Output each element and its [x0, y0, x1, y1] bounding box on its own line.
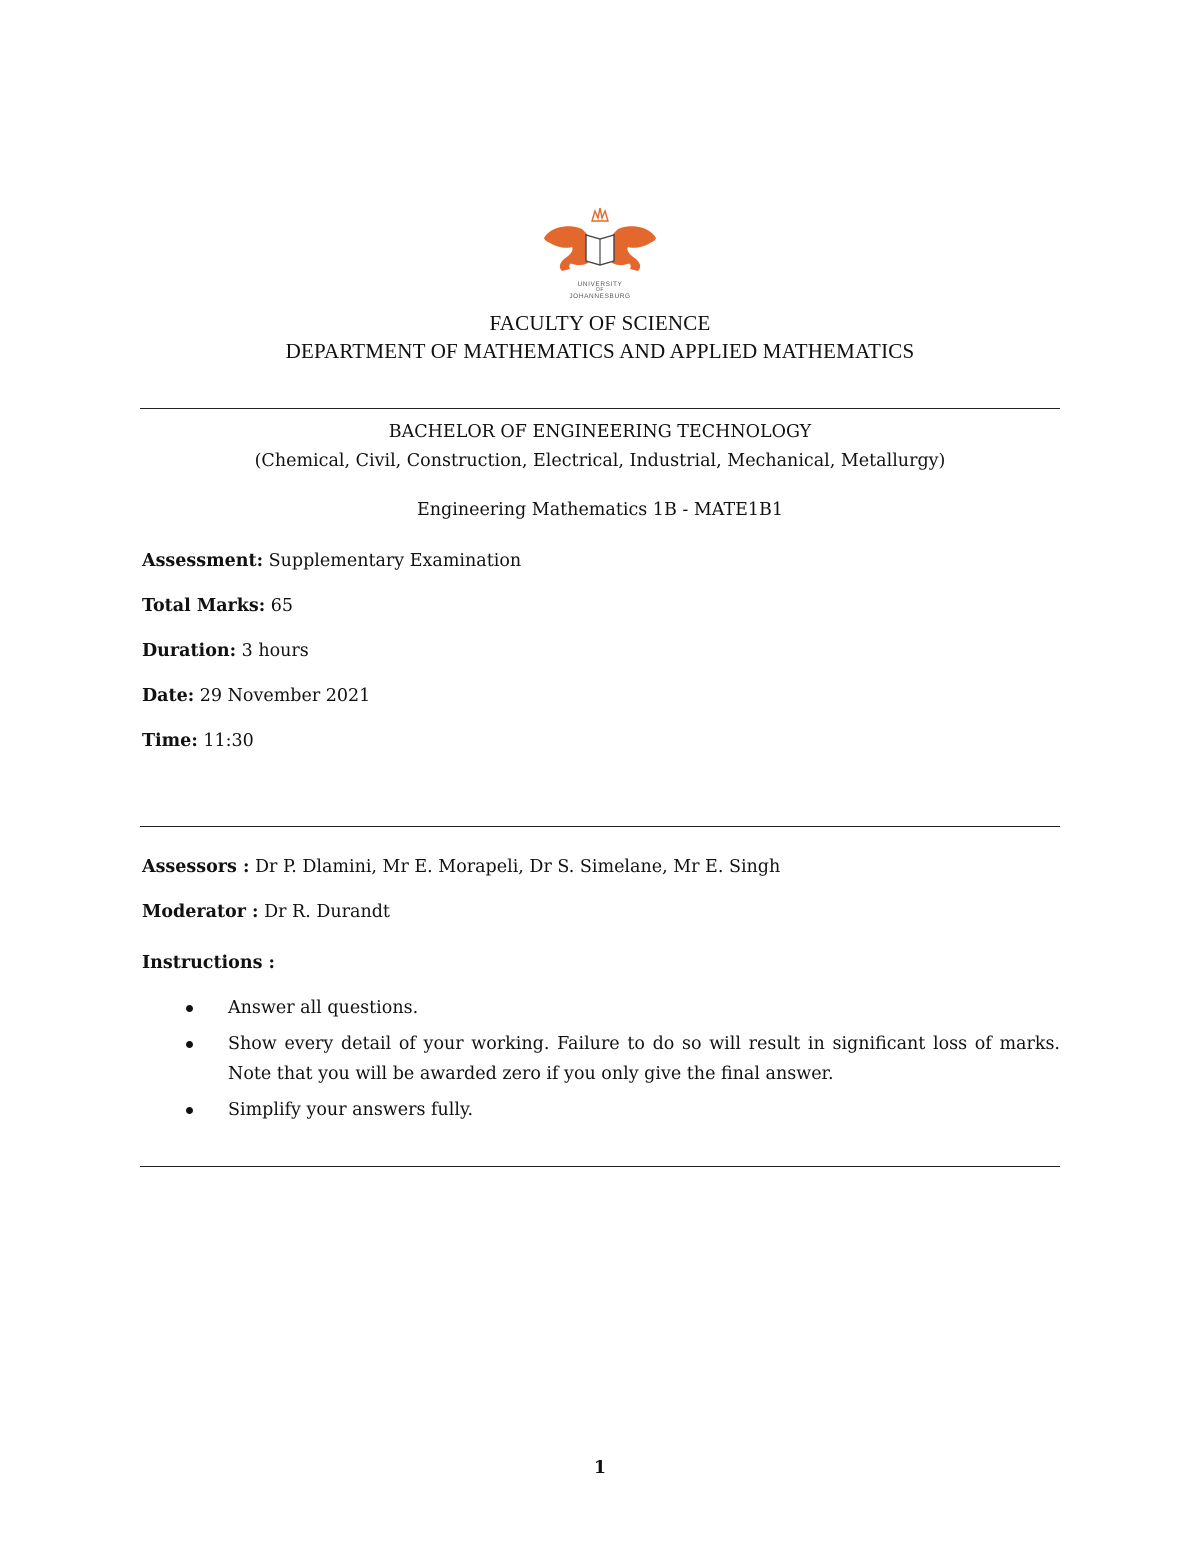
- bullet-icon: [186, 1107, 193, 1114]
- date-field: [142, 684, 370, 708]
- degree-title: BACHELOR OF ENGINEERING TECHNOLOGY: [388, 422, 812, 442]
- instruction-text: Answer all questions.: [228, 998, 419, 1018]
- page-number: 1: [593, 1458, 607, 1478]
- list-item: [142, 1029, 1060, 1089]
- duration-label: Duration:: [142, 641, 237, 661]
- bullet-icon: [186, 1041, 193, 1048]
- divider-top: [140, 408, 1060, 409]
- instructions-list: [142, 993, 1060, 1131]
- logo-line-of: OF: [595, 287, 605, 293]
- moderator-field: [142, 900, 390, 924]
- divider-bottom: [140, 1166, 1060, 1167]
- instruction-text: Simplify your answers fully.: [228, 1100, 474, 1120]
- degree-streams: (Chemical, Civil, Construction, Electrical, Industrial, Mechanical, Metallurgy): [254, 451, 946, 471]
- assessment-label: Assessment:: [142, 551, 264, 571]
- assessors-label: Assessors :: [142, 857, 250, 877]
- total-marks-label: Total Marks:: [142, 596, 266, 616]
- divider-middle: [140, 826, 1060, 827]
- duration-value: 3 hours: [241, 641, 309, 661]
- time-field: [142, 729, 254, 753]
- date-value: 29 November 2021: [199, 686, 371, 706]
- total-marks-field: [142, 594, 293, 618]
- list-item: [142, 993, 1060, 1023]
- time-value: 11:30: [203, 731, 254, 751]
- logo-wordmark: [140, 281, 1060, 300]
- logo-line-university: UNIVERSITY: [577, 281, 623, 288]
- assessors-value: Dr P. Dlamini, Mr E. Morapeli, Dr S. Simelane, Mr E. Singh: [255, 857, 781, 877]
- instructions-heading: [142, 951, 275, 975]
- assessment-value: Supplementary Examination: [268, 551, 522, 571]
- module-title: Engineering Mathematics 1B - MATE1B1: [416, 500, 784, 520]
- bullet-icon: [186, 1005, 193, 1012]
- instructions-label: Instructions :: [142, 953, 275, 973]
- list-item: [142, 1095, 1060, 1125]
- department-title: DEPARTMENT OF MATHEMATICS AND APPLIED MATHEMATICS: [285, 339, 915, 363]
- date-label: Date:: [142, 686, 195, 706]
- logo-line-johannesburg: JOHANNESBURG: [569, 293, 631, 300]
- assessment-field: [142, 549, 521, 573]
- time-label: Time:: [142, 731, 198, 751]
- total-marks-value: 65: [270, 596, 294, 616]
- moderator-value: Dr R. Durandt: [264, 902, 390, 922]
- duration-field: [142, 639, 309, 663]
- instruction-text: Show every detail of your working. Failure to do so will result in significant loss of marks. Note that you will be awarded zero if you only give the final answer.: [228, 1034, 1060, 1084]
- assessors-field: [142, 855, 780, 879]
- moderator-label: Moderator :: [142, 902, 259, 922]
- faculty-title: FACULTY OF SCIENCE: [489, 311, 711, 335]
